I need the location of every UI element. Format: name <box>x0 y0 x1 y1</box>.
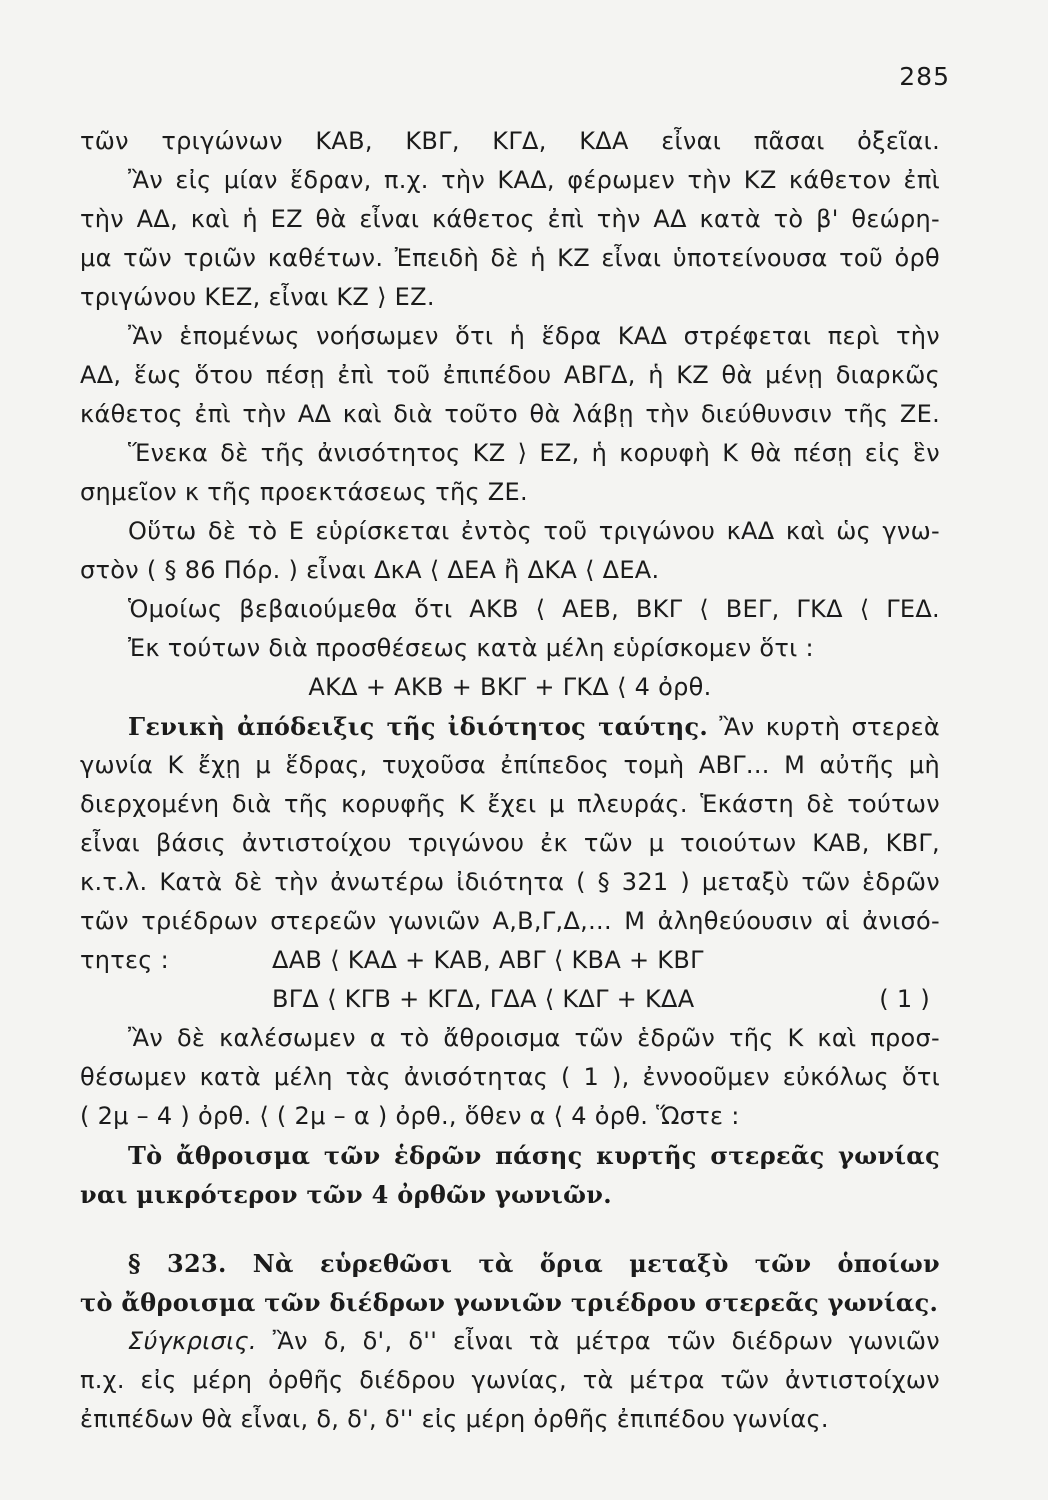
text-line: Ἕνεκα δὲ τῆς ἀνισότητος ΚΖ ⟩ ΕΖ, ἡ κορυφὴ Κ θὰ πέσῃ εἰς ἓν <box>128 439 940 467</box>
conclusion-line: Τὸ ἄθροισμα τῶν ἑδρῶν πάσης κυρτῆς στερεᾶς γωνίας <box>128 1141 940 1170</box>
text-line: Ἂν δὲ καλέσωμεν α τὸ ἄθροισμα τῶν ἑδρῶν τῆς Κ καὶ προσ- <box>128 1024 940 1052</box>
comparison-first-line <box>80 1322 940 1361</box>
proof-line: εἶναι βάσις ἀντιστοίχου τριγώνου ἐκ τῶν μ τοιούτων ΚΑΒ, ΚΒΓ, <box>80 829 940 857</box>
text-line: π.χ. εἰς μέρη ὀρθῆς διέδρου γωνίας, τὰ μέτρα τῶν ἀντιστοίχων <box>80 1366 940 1394</box>
inequality-1: ΔΑΒ ⟨ ΚΑΔ + ΚΑΒ, ΑΒΓ ⟨ ΚΒΑ + ΚΒΓ <box>272 946 704 974</box>
page-number: 285 <box>899 62 950 91</box>
equation-tag: ( 1 ) <box>879 985 930 1013</box>
section-heading: τὸ ἄθροισμα τῶν διέδρων γωνιῶν τριέδρου στερεᾶς γωνίας. <box>80 1288 939 1317</box>
body-text <box>80 122 940 1439</box>
text-line: ΑΔ, ἕως ὅτου πέσῃ ἐπὶ τοῦ ἐπιπέδου ΑΒΓΔ, ἡ ΚΖ θὰ μένῃ διαρκῶς <box>80 361 940 389</box>
formula-label: τητες : <box>80 946 169 974</box>
text-line: σημεῖον κ τῆς προεκτάσεως τῆς ΖΕ. <box>80 478 528 506</box>
text-line: Ὁμοίως βεβαιούμεθα ὅτι ΑΚΒ ⟨ ΑΕΒ, ΒΚΓ ⟨ ΒΕΓ, ΓΚΔ ⟨ ΓΕΔ. <box>128 595 940 623</box>
proof-title: Γενικὴ ἀπόδειξις τῆς ἰδιότητος ταύτης. <box>128 712 709 741</box>
text-line: τῶν τριγώνων ΚΑΒ, ΚΒΓ, ΚΓΔ, ΚΔΑ εἶναι πᾶσαι ὀξεῖαι. <box>80 127 940 155</box>
inequality-2: ΒΓΔ ⟨ ΚΓΒ + ΚΓΔ, ΓΔΑ ⟨ ΚΔΓ + ΚΔΑ <box>272 985 695 1013</box>
proof-line1-rest: Ἂν κυρτὴ στερεὰ <box>719 713 940 741</box>
proof-line: τῶν τριέδρων στερεῶν γωνιῶν Α,Β,Γ,Δ,... Μ ἀληθεύουσιν αἱ ἀνισό- <box>80 907 940 935</box>
comparison-line1-rest: Ἂν δ, δ', δ'' εἶναι τὰ μέτρα τῶν διέδρων γωνιῶν <box>272 1327 940 1355</box>
comparison-label: Σύγκρισις. <box>128 1327 257 1355</box>
inequalities-line-2 <box>80 980 940 1019</box>
text-line: θέσωμεν κατὰ μέλη τὰς ἀνισότητας ( 1 ), ἐννοοῦμεν εὐκόλως ὅτι <box>80 1063 940 1091</box>
text-line: Ἂν εἰς μίαν ἕδραν, π.χ. τὴν ΚΑΔ, φέρωμεν τὴν ΚΖ κάθετον ἐπὶ <box>128 166 940 194</box>
text-line: ( 2μ – 4 ) ὀρθ. ⟨ ( 2μ – α ) ὀρθ., ὅθεν α ⟨ 4 ὀρθ. Ὥστε : <box>80 1102 740 1130</box>
text-line: μα τῶν τριῶν καθέτων. Ἐπειδὴ δὲ ἡ ΚΖ εἶναι ὑποτείνουσα τοῦ ὀρθ <box>80 244 940 272</box>
inequalities-line-1 <box>80 941 940 980</box>
proof-line: γωνία Κ ἔχῃ μ ἕδρας, τυχοῦσα ἐπίπεδος τομὴ ΑΒΓ... Μ αὐτῆς μὴ <box>80 751 940 779</box>
text-line: τριγώνου ΚΕΖ, εἶναι ΚΖ ⟩ ΕΖ. <box>80 283 435 311</box>
text-line: ἐπιπέδων θὰ εἶναι, δ, δ', δ'' εἰς μέρη ὀρθῆς ἐπιπέδου γωνίας. <box>80 1405 829 1433</box>
proof-line: κ.τ.λ. Κατὰ δὲ τὴν ἀνωτέρω ἰδιότητα ( § 321 ) μεταξὺ τῶν ἑδρῶν <box>80 868 940 896</box>
text-line: στὸν ( § 86 Πόρ. ) εἶναι ΔκΑ ⟨ ΔΕΑ ἢ ΔΚΑ ⟨ ΔΕΑ. <box>80 556 660 584</box>
conclusion-line: ναι μικρότερον τῶν 4 ὀρθῶν γωνιῶν. <box>80 1180 612 1209</box>
text-line: κάθετος ἐπὶ τὴν ΑΔ καὶ διὰ τοῦτο θὰ λάβῃ τὴν διεύθυνσιν τῆς ΖΕ. <box>80 400 940 428</box>
section-heading: § 323. Νὰ εὑρεθῶσι τὰ ὅρια μεταξὺ τῶν ὁποίων <box>128 1249 940 1278</box>
text-line: Ἐκ τούτων διὰ προσθέσεως κατὰ μέλη εὑρίσκομεν ὅτι : <box>128 634 814 662</box>
angle-sum-formula: ΑΚΔ + ΑΚΒ + ΒΚΓ + ΓΚΔ ⟨ 4 ὀρθ. <box>308 673 712 701</box>
text-line: τὴν ΑΔ, καὶ ἡ ΕΖ θὰ εἶναι κάθετος ἐπὶ τὴν ΑΔ κατὰ τὸ β' θεώρη- <box>80 205 940 233</box>
proof-first-line <box>80 707 940 746</box>
proof-line: διερχομένη διὰ τῆς κορυφῆς Κ ἔχει μ πλευράς. Ἑκάστη δὲ τούτων <box>80 790 940 818</box>
text-line: Ἂν ἑπομένως νοήσωμεν ὅτι ἡ ἕδρα ΚΑΔ στρέφεται περὶ τὴν <box>128 322 940 350</box>
text-line: Οὕτω δὲ τὸ Ε εὑρίσκεται ἐντὸς τοῦ τριγώνου κΑΔ καὶ ὡς γνω- <box>128 517 940 545</box>
